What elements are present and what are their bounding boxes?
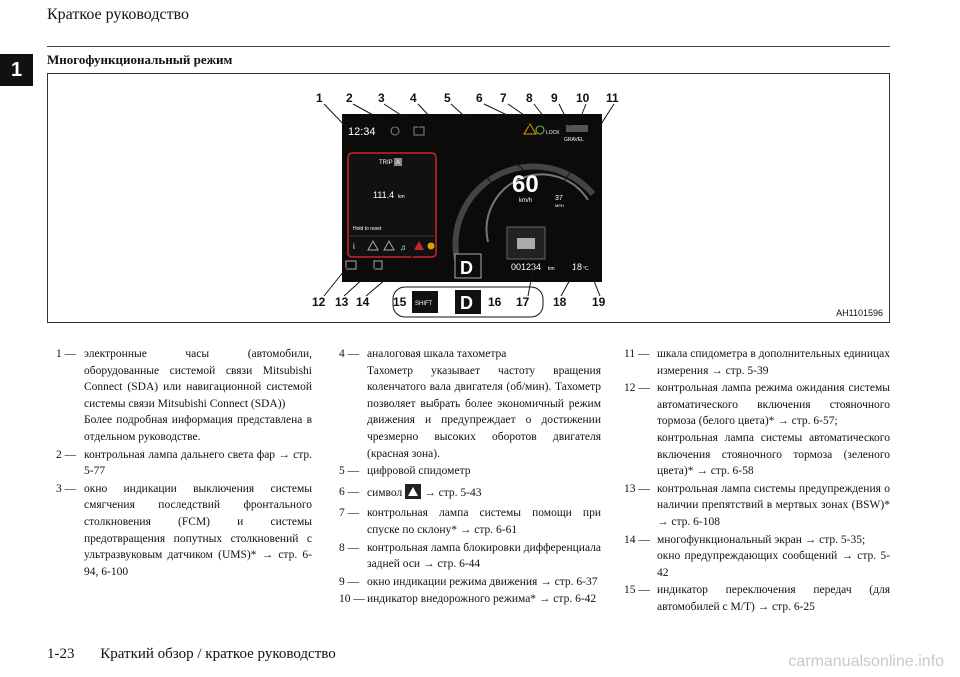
item-number: 15 —	[624, 584, 650, 597]
digital-speed: 60	[512, 171, 539, 198]
trip-letter: A	[396, 160, 401, 166]
legend-item	[624, 532, 890, 582]
item-text: индикатор переключения передач (для автомобилей с М/Т) → стр. 6-25	[657, 584, 890, 613]
callout-19: 19	[592, 295, 606, 309]
callout-1: 1	[316, 91, 323, 105]
drive-mode-bar	[566, 125, 588, 132]
odometer: 001234	[511, 262, 542, 272]
item-number: 6 —	[339, 485, 360, 498]
callout-2: 2	[346, 91, 353, 105]
item-text: контрольная лампа дальнего света фар → стр. 5-77	[84, 448, 312, 478]
legend-column-3	[624, 346, 890, 617]
item-note: Более подробная информация представлена в отдельном руководстве.	[84, 414, 312, 443]
trip-label: TRIP	[379, 160, 393, 166]
legend-item	[56, 481, 312, 581]
item-number: 3 —	[56, 482, 77, 495]
legend-item	[624, 481, 890, 531]
callout-18: 18	[553, 295, 567, 309]
page-footer	[47, 646, 336, 663]
warning-triangle-icon	[405, 484, 421, 499]
callout-10: 10	[576, 91, 590, 105]
legend-item	[339, 505, 601, 538]
cluster-clock: 12:34	[348, 126, 376, 138]
footer-title: Краткий обзор / краткое руководство	[100, 646, 336, 662]
legend-item	[339, 346, 601, 462]
info-icon: i	[353, 242, 355, 251]
legend-item	[339, 591, 601, 608]
gear-indicator: D	[460, 258, 473, 278]
shift-gear-letter: D	[460, 293, 473, 313]
item-note: Тахометр указывает частоту вращения коленчатого вала двигателя (об/мин). Тахометр позволяет выбрать более экономичный режим движения и предупреждает о достижении чрезмерно высоких оборотов двигателя (красная зона).	[367, 364, 601, 460]
callout-14: 14	[356, 295, 370, 309]
item-text: контрольная лампа блокировки дифференциала задней оси → стр. 6-44	[367, 541, 601, 571]
item-number: 14 —	[624, 533, 650, 546]
legend-item	[56, 447, 312, 480]
diff-lock-label: LOCK	[546, 130, 560, 136]
item-text: окно индикации режима движения → стр. 6-37	[367, 575, 598, 588]
sub-speed-value: 37	[555, 195, 563, 202]
item-text: многофункциональный экран → стр. 5-35;	[657, 533, 866, 546]
legend-item	[624, 380, 890, 480]
item-text: индикатор внедорожного режима* → стр. 6-42	[367, 593, 597, 606]
item-number: 12 —	[624, 382, 650, 395]
item-number: 13 —	[624, 482, 650, 495]
speed-unit: km/h	[519, 198, 533, 204]
callout-6: 6	[476, 91, 483, 105]
drive-mode-label: GRAVEL	[564, 137, 584, 143]
callout-17: 17	[516, 295, 530, 309]
callout-11: 11	[606, 91, 619, 105]
legend-column-2	[339, 346, 601, 609]
vehicle-icon	[517, 238, 535, 249]
temperature-unit: °C	[583, 266, 589, 272]
running-title: Краткое руководство	[47, 6, 190, 23]
callout-9: 9	[551, 91, 558, 105]
legend-item	[56, 346, 312, 446]
item-note: окно предупреждающих сообщений → стр. 5-42	[657, 550, 890, 579]
legend-item	[624, 582, 890, 615]
callout-7: 7	[500, 91, 507, 105]
callouts-top	[316, 91, 619, 105]
item-number: 1 —	[56, 348, 77, 360]
legend-item	[339, 540, 601, 573]
item-number: 9 —	[339, 575, 360, 588]
item-text: контрольная лампа режима ожидания системы автоматического включения стояночного тормоза (белого цвета)* → стр. 6-57;	[657, 382, 890, 428]
outside-temperature: 18	[572, 262, 583, 272]
section-title: Многофункциональный режим	[47, 52, 233, 67]
trip-value: 111.4	[373, 190, 395, 200]
callout-12: 12	[312, 295, 326, 309]
item-number: 8 —	[339, 541, 360, 554]
page-number: 1-23	[47, 646, 75, 662]
item-text-after: → стр. 5-43	[424, 486, 482, 499]
chapter-tab: 1	[0, 54, 33, 86]
item-text	[367, 484, 601, 502]
callout-3: 3	[378, 91, 385, 105]
legend-item	[624, 346, 890, 379]
item-number: 7 —	[339, 507, 360, 520]
callout-5: 5	[444, 91, 451, 105]
item-number: 2 —	[56, 448, 77, 461]
sub-speed-unit: MPH	[555, 203, 564, 208]
reset-hint: Hold to reset	[353, 226, 382, 232]
legend-item	[339, 463, 601, 480]
item-text: окно индикации выключения системы смягчения последствий фронтального столкновения (FCM) и системы предотвращения попутных столкновений с ультразвуковым датчиком (UMS)* → стр. 6-94, 6-100	[84, 482, 312, 578]
item-text: аналоговая шкала тахометра	[367, 348, 507, 360]
cluster-illustration	[48, 74, 889, 322]
item-text: шкала спидометра в дополнительных единицах измерения → стр. 5-39	[657, 348, 890, 377]
callout-8: 8	[526, 91, 533, 105]
trip-unit: km	[398, 194, 405, 200]
item-text: цифровой спидометр	[367, 465, 471, 478]
item-number: 11 —	[624, 348, 650, 360]
instrument-cluster-figure	[47, 73, 890, 323]
item-number: 10 —	[339, 593, 365, 606]
item-text: контрольная лампа системы помощи при спуске по склону* → стр. 6-61	[367, 507, 601, 536]
legend-column-1	[56, 346, 312, 581]
legend-item	[339, 484, 601, 502]
item-note: контрольная лампа системы автоматического включения стояночного тормоза (зеленого цвета)* → стр. 6-58	[657, 431, 890, 478]
item-text-before: символ	[367, 486, 403, 499]
callout-16: 16	[488, 295, 502, 309]
callout-4: 4	[410, 91, 417, 105]
watermark: carmanualsonline.info	[788, 653, 944, 670]
item-text: контрольная лампа системы предупреждения о наличии препятствий в мертвых зонах (BSW)* → стр. 6-108	[657, 482, 890, 528]
callout-13: 13	[335, 295, 349, 309]
item-number: 5 —	[339, 465, 360, 478]
callout-15: 15	[393, 295, 407, 309]
item-number: 4 —	[339, 348, 360, 360]
music-icon: ♫	[400, 243, 406, 252]
figure-id: AH1101596	[836, 308, 883, 318]
legend-item	[339, 574, 601, 591]
shift-label: SHIFT	[415, 301, 433, 307]
settings-icon	[428, 243, 435, 250]
item-text: электронные часы (автомобили, оборудованные системой связи Mitsubishi Connect (SDA) или навигационной системой системы связи Mitsubishi Connect (SDA))	[84, 348, 312, 410]
multi-info-display	[348, 153, 436, 257]
odometer-unit: km	[548, 266, 555, 272]
header-rule	[47, 46, 890, 47]
